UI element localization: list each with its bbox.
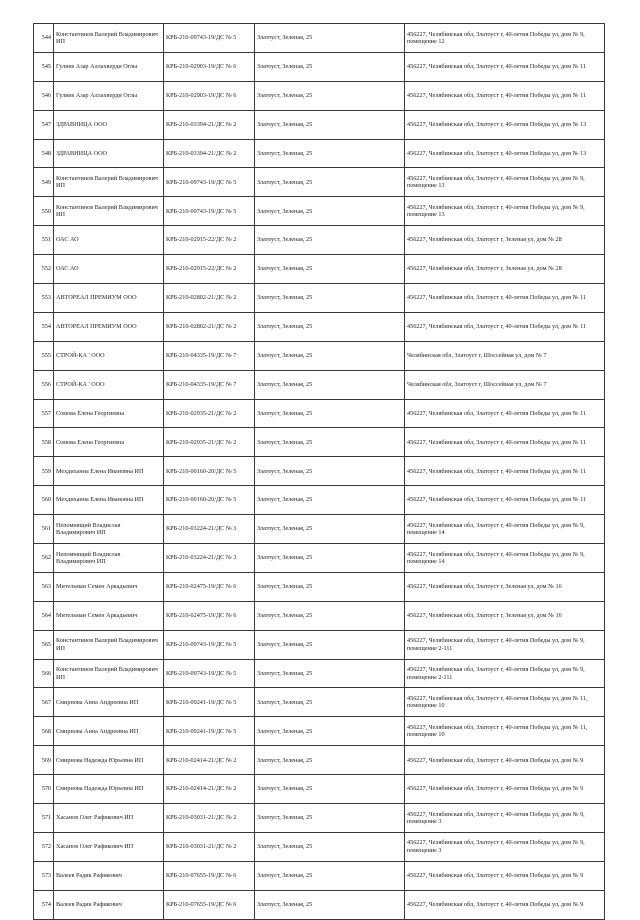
table-row: [34, 630, 605, 659]
object-location: Златоуст, Зеленая, 25: [255, 428, 405, 457]
object-location: Златоуст, Зеленая, 25: [255, 515, 405, 544]
table-row: [34, 515, 605, 544]
object-location: Златоуст, Зеленая, 25: [255, 399, 405, 428]
organization-name: Хасанов Олег Рафикович ИП: [54, 804, 164, 833]
registration-number: КРБ-210-02802-21/ДС № 2: [164, 312, 255, 341]
row-number: 561: [34, 515, 54, 544]
organization-name: ОАС АО: [54, 255, 164, 284]
row-number: 545: [34, 52, 54, 81]
object-location: Златоуст, Зеленая, 25: [255, 255, 405, 284]
organization-name: Мехдиханна Елена Ивановна ИП: [54, 486, 164, 515]
organization-name: Сомова Елена Георгиевна: [54, 428, 164, 457]
legal-address: 456227, Челябинская обл, Златоуст г, 40-летия Победы ул, дом № 9, помещение 12: [405, 24, 605, 53]
registry-table: [33, 23, 605, 920]
table-row: [34, 746, 605, 775]
organization-name: Константинов Валерий Владимирович ИП: [54, 659, 164, 688]
registration-number: КРБ-210-02935-21/ДС № 2: [164, 428, 255, 457]
row-number: 570: [34, 775, 54, 804]
table-row: [34, 226, 605, 255]
table-row: [34, 81, 605, 110]
table-row: [34, 659, 605, 688]
legal-address: 456227, Челябинская обл, Златоуст г, 40-летия Победы ул, дом № 9, помещение 2-111: [405, 659, 605, 688]
row-number: 544: [34, 24, 54, 53]
table-row: [34, 168, 605, 197]
table-row: [34, 341, 605, 370]
row-number: 564: [34, 601, 54, 630]
legal-address: 456227, Челябинская обл, Златоуст г, 40-летия Победы ул, дом № 11, помещение 10: [405, 717, 605, 746]
registration-number: КРБ-210-03224-21/ДС № 3: [164, 544, 255, 573]
object-location: Златоуст, Зеленая, 25: [255, 226, 405, 255]
object-location: Златоуст, Зеленая, 25: [255, 861, 405, 890]
object-location: Златоуст, Зеленая, 25: [255, 139, 405, 168]
row-number: 546: [34, 81, 54, 110]
registration-number: КРБ-210-00160-20/ДС № 5: [164, 486, 255, 515]
object-location: Златоуст, Зеленая, 25: [255, 746, 405, 775]
registration-number: КРБ-210-02802-21/ДС № 2: [164, 284, 255, 313]
organization-name: Константинов Валерий Владимирович ИП: [54, 168, 164, 197]
organization-name: Непомнящий Владислав Владимирович ИП: [54, 515, 164, 544]
legal-address: 456227, Челябинская обл, Златоуст г, 40-летия Победы ул, дом № 13: [405, 139, 605, 168]
object-location: Златоуст, Зеленая, 25: [255, 312, 405, 341]
object-location: Златоуст, Зеленая, 25: [255, 630, 405, 659]
row-number: 562: [34, 544, 54, 573]
registration-number: КРБ-210-09743-19/ДС № 5: [164, 168, 255, 197]
organization-name: Гулиев Азар Аллахверди Оглы: [54, 52, 164, 81]
registration-number: КРБ-210-07655-19/ДС № 6: [164, 861, 255, 890]
registration-number: КРБ-210-03031-21/ДС № 2: [164, 832, 255, 861]
table-row: [34, 428, 605, 457]
legal-address: Челябинская обл, Златоуст г, Шоссейная ул, дом № 7: [405, 370, 605, 399]
table-row: [34, 139, 605, 168]
object-location: Златоуст, Зеленая, 25: [255, 457, 405, 486]
table-row: [34, 861, 605, 890]
table-row: [34, 52, 605, 81]
row-number: 568: [34, 717, 54, 746]
table-row: [34, 601, 605, 630]
row-number: 555: [34, 341, 54, 370]
object-location: Златоуст, Зеленая, 25: [255, 572, 405, 601]
row-number: 550: [34, 197, 54, 226]
legal-address: 456227, Челябинская обл, Златоуст г, 40-летия Победы ул, дом № 9: [405, 890, 605, 919]
organization-name: Константинов Валерий Владимирович ИП: [54, 197, 164, 226]
row-number: 565: [34, 630, 54, 659]
organization-name: ЗДРАВНИЦА ООО: [54, 110, 164, 139]
table-row: [34, 312, 605, 341]
organization-name: Непомнящий Владислав Владимирович ИП: [54, 544, 164, 573]
registration-number: КРБ-210-02475-19/ДС № 6: [164, 572, 255, 601]
row-number: 549: [34, 168, 54, 197]
registration-number: КРБ-210-03394-21/ДС № 2: [164, 139, 255, 168]
object-location: Златоуст, Зеленая, 25: [255, 544, 405, 573]
registration-number: КРБ-210-02414-21/ДС № 2: [164, 746, 255, 775]
table-row: [34, 284, 605, 313]
registration-number: КРБ-210-02475-19/ДС № 6: [164, 601, 255, 630]
organization-name: Валеев Радик Рафикович: [54, 861, 164, 890]
organization-name: СТРОЙ-КА ' ООО: [54, 341, 164, 370]
organization-name: Мительман Семен Аркадьевич: [54, 601, 164, 630]
object-location: Златоуст, Зеленая, 25: [255, 284, 405, 313]
row-number: 556: [34, 370, 54, 399]
organization-name: ОАС АО: [54, 226, 164, 255]
registration-number: КРБ-210-02915-22/ДС № 2: [164, 226, 255, 255]
object-location: Златоуст, Зеленая, 25: [255, 168, 405, 197]
registration-number: КРБ-210-02903-19/ДС № 6: [164, 81, 255, 110]
object-location: Златоуст, Зеленая, 25: [255, 688, 405, 717]
object-location: Златоуст, Зеленая, 25: [255, 110, 405, 139]
table-row: [34, 688, 605, 717]
registration-number: КРБ-210-09743-19/ДС № 5: [164, 659, 255, 688]
organization-name: АВТОРЕАЛ ПРЕМИУМ ООО: [54, 312, 164, 341]
row-number: 573: [34, 861, 54, 890]
registration-number: КРБ-210-03224-21/ДС № 3: [164, 515, 255, 544]
legal-address: 456227, Челябинская обл, Златоуст г, 40-летия Победы ул, дом № 11: [405, 52, 605, 81]
object-location: Златоуст, Зеленая, 25: [255, 659, 405, 688]
registration-number: КРБ-210-04335-19/ДС № 7: [164, 341, 255, 370]
organization-name: Гулиев Азар Аллахверди Оглы: [54, 81, 164, 110]
registration-number: КРБ-210-07655-19/ДС № 6: [164, 890, 255, 919]
object-location: Златоуст, Зеленая, 25: [255, 370, 405, 399]
registration-number: КРБ-210-03031-21/ДС № 2: [164, 804, 255, 833]
registration-number: КРБ-210-09241-19/ДС № 5: [164, 688, 255, 717]
organization-name: АВТОРЕАЛ ПРЕМИУМ ООО: [54, 284, 164, 313]
row-number: 560: [34, 486, 54, 515]
legal-address: 456227, Челябинская обл, Златоуст г, 40-летия Победы ул, дом № 9: [405, 746, 605, 775]
object-location: Златоуст, Зеленая, 25: [255, 24, 405, 53]
row-number: 571: [34, 804, 54, 833]
legal-address: 456227, Челябинская обл, Златоуст г, Зеленая ул, дом № 28: [405, 226, 605, 255]
legal-address: 456227, Челябинская обл, Златоуст г, 40-летия Победы ул, дом № 9: [405, 775, 605, 804]
legal-address: 456227, Челябинская обл, Златоуст г, 40-летия Победы ул, дом № 11, помещение 10: [405, 688, 605, 717]
row-number: 566: [34, 659, 54, 688]
legal-address: Челябинская обл, Златоуст г, Шоссейная ул, дом № 7: [405, 341, 605, 370]
row-number: 557: [34, 399, 54, 428]
legal-address: 456227, Челябинская обл, Златоуст г, Зеленая ул, дом № 16: [405, 601, 605, 630]
table-row: [34, 775, 605, 804]
table-row: [34, 572, 605, 601]
legal-address: 456227, Челябинская обл, Златоуст г, 40-летия Победы ул, дом № 11: [405, 428, 605, 457]
registration-number: КРБ-210-00160-20/ДС № 5: [164, 457, 255, 486]
object-location: Златоуст, Зеленая, 25: [255, 52, 405, 81]
row-number: 553: [34, 284, 54, 313]
organization-name: Смирнова Анна Андреевна ИП: [54, 688, 164, 717]
table-row: [34, 399, 605, 428]
legal-address: 456227, Челябинская обл, Златоуст г, 40-летия Победы ул, дом № 9, помещение 3: [405, 804, 605, 833]
object-location: Златоуст, Зеленая, 25: [255, 601, 405, 630]
row-number: 563: [34, 572, 54, 601]
registration-number: КРБ-210-09743-19/ДС № 5: [164, 197, 255, 226]
legal-address: 456227, Челябинская обл, Златоуст г, Зеленая ул, дом № 16: [405, 572, 605, 601]
organization-name: Хасанов Олег Рафикович ИП: [54, 832, 164, 861]
legal-address: 456227, Челябинская обл, Златоуст г, 40-летия Победы ул, дом № 9, помещение 2-111: [405, 630, 605, 659]
organization-name: Сомова Елена Георгиевна: [54, 399, 164, 428]
legal-address: 456227, Челябинская обл, Златоуст г, 40-летия Победы ул, дом № 11: [405, 284, 605, 313]
organization-name: Мехдиханна Елена Ивановна ИП: [54, 457, 164, 486]
object-location: Златоуст, Зеленая, 25: [255, 197, 405, 226]
row-number: 554: [34, 312, 54, 341]
legal-address: 456227, Челябинская обл, Златоуст г, 40-летия Победы ул, дом № 13: [405, 110, 605, 139]
registration-number: КРБ-210-03394-21/ДС № 2: [164, 110, 255, 139]
table-row: [34, 544, 605, 573]
organization-name: Константинов Валерий Владимирович ИП: [54, 630, 164, 659]
registration-number: КРБ-210-04335-19/ДС № 7: [164, 370, 255, 399]
object-location: Златоуст, Зеленая, 25: [255, 804, 405, 833]
row-number: 548: [34, 139, 54, 168]
table-row: [34, 717, 605, 746]
table-row: [34, 370, 605, 399]
legal-address: 456227, Челябинская обл, Златоуст г, 40-летия Победы ул, дом № 9, помещение 14: [405, 544, 605, 573]
legal-address: 456227, Челябинская обл, Златоуст г, 40-летия Победы ул, дом № 9: [405, 861, 605, 890]
row-number: 569: [34, 746, 54, 775]
object-location: Златоуст, Зеленая, 25: [255, 81, 405, 110]
row-number: 552: [34, 255, 54, 284]
row-number: 559: [34, 457, 54, 486]
object-location: Златоуст, Зеленая, 25: [255, 717, 405, 746]
table-row: [34, 24, 605, 53]
row-number: 547: [34, 110, 54, 139]
row-number: 567: [34, 688, 54, 717]
registry-table-body: [34, 24, 605, 920]
table-row: [34, 457, 605, 486]
object-location: Златоуст, Зеленая, 25: [255, 775, 405, 804]
table-row: [34, 804, 605, 833]
row-number: 551: [34, 226, 54, 255]
legal-address: 456227, Челябинская обл, Златоуст г, 40-летия Победы ул, дом № 11: [405, 399, 605, 428]
legal-address: 456227, Челябинская обл, Златоуст г, 40-летия Победы ул, дом № 9, помещение 3: [405, 832, 605, 861]
table-row: [34, 486, 605, 515]
organization-name: Смирнова Надежда Юрьевна ИП: [54, 746, 164, 775]
registration-number: КРБ-210-09743-19/ДС № 5: [164, 24, 255, 53]
registration-number: КРБ-210-09743-19/ДС № 5: [164, 630, 255, 659]
legal-address: 456227, Челябинская обл, Златоуст г, 40-летия Победы ул, дом № 9, помещение 13: [405, 197, 605, 226]
table-row: [34, 255, 605, 284]
organization-name: Мительман Семен Аркадьевич: [54, 572, 164, 601]
organization-name: Валеев Радик Рафикович: [54, 890, 164, 919]
table-row: [34, 110, 605, 139]
row-number: 572: [34, 832, 54, 861]
object-location: Златоуст, Зеленая, 25: [255, 341, 405, 370]
legal-address: 456227, Челябинская обл, Златоуст г, 40-летия Победы ул, дом № 9, помещение 14: [405, 515, 605, 544]
object-location: Златоуст, Зеленая, 25: [255, 832, 405, 861]
table-row: [34, 832, 605, 861]
object-location: Златоуст, Зеленая, 25: [255, 486, 405, 515]
organization-name: Смирнова Анна Андреевна ИП: [54, 717, 164, 746]
registration-number: КРБ-210-02903-19/ДС № 6: [164, 52, 255, 81]
legal-address: 456227, Челябинская обл, Златоуст г, 40-летия Победы ул, дом № 11: [405, 312, 605, 341]
organization-name: Константинов Валерий Владимирович ИП: [54, 24, 164, 53]
legal-address: 456227, Челябинская обл, Златоуст г, Зеленая ул, дом № 28: [405, 255, 605, 284]
legal-address: 456227, Челябинская обл, Златоуст г, 40-летия Победы ул, дом № 11: [405, 81, 605, 110]
row-number: 558: [34, 428, 54, 457]
registration-number: КРБ-210-02935-21/ДС № 2: [164, 399, 255, 428]
legal-address: 456227, Челябинская обл, Златоуст г, 40-летия Победы ул, дом № 11: [405, 486, 605, 515]
legal-address: 456227, Челябинская обл, Златоуст г, 40-летия Победы ул, дом № 9, помещение 13: [405, 168, 605, 197]
registration-number: КРБ-210-02915-22/ДС № 2: [164, 255, 255, 284]
object-location: Златоуст, Зеленая, 25: [255, 890, 405, 919]
table-row: [34, 197, 605, 226]
organization-name: СТРОЙ-КА ' ООО: [54, 370, 164, 399]
row-number: 574: [34, 890, 54, 919]
organization-name: Смирнова Надежда Юрьевна ИП: [54, 775, 164, 804]
registration-number: КРБ-210-02414-21/ДС № 2: [164, 775, 255, 804]
legal-address: 456227, Челябинская обл, Златоуст г, 40-летия Победы ул, дом № 11: [405, 457, 605, 486]
registration-number: КРБ-210-09241-19/ДС № 5: [164, 717, 255, 746]
organization-name: ЗДРАВНИЦА ООО: [54, 139, 164, 168]
